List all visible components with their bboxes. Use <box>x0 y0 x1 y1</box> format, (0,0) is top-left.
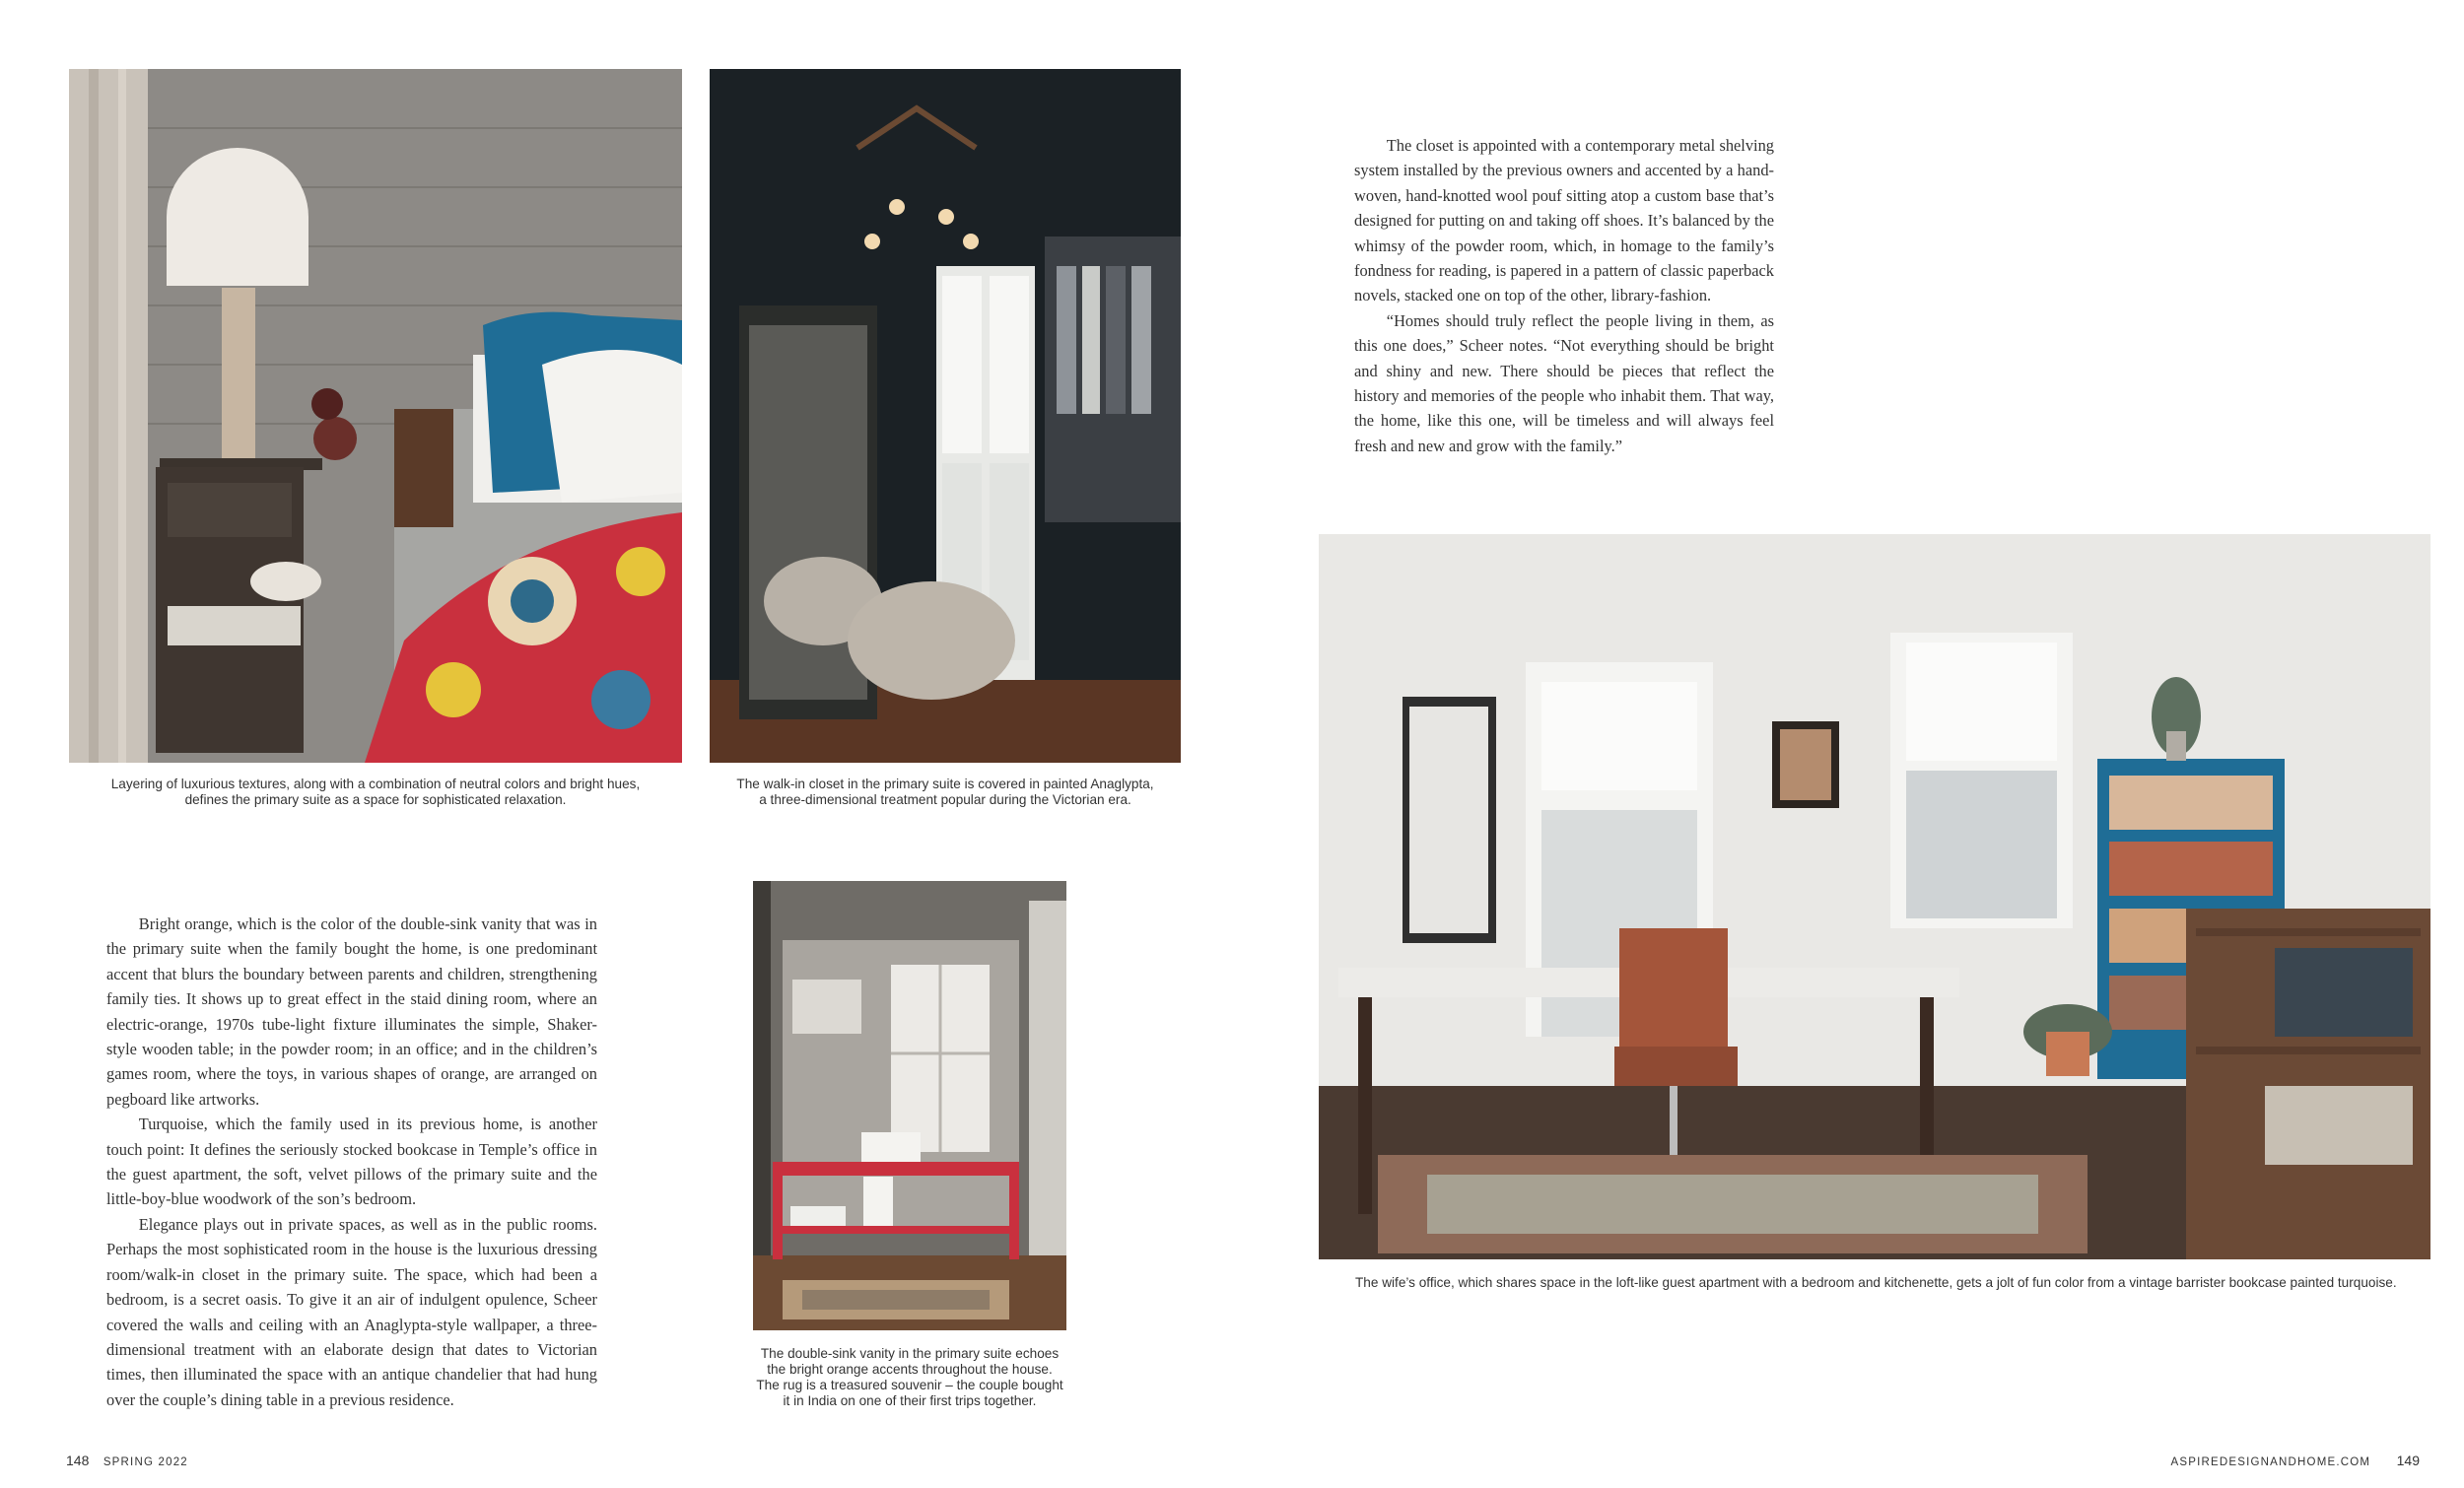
bedroom-caption <box>69 777 682 808</box>
left-body-text <box>106 912 597 1412</box>
caption-line: The rug is a treasured souvenir – the couple bought <box>756 1378 1063 1392</box>
closet-caption <box>710 777 1181 808</box>
caption-line: the bright orange accents throughout the house. <box>767 1362 1053 1377</box>
caption-line: Layering of luxurious textures, along with a combination of neutral colors and bright hues, <box>110 777 641 791</box>
website-label: ASPIREDESIGNANDHOME.COM <box>2170 1456 2371 1468</box>
page-number: 148 <box>66 1453 90 1468</box>
body-paragraph: “Homes should truly reflect the people living in them, as this one does,” Scheer notes. “Not everything should be bright and shiny and new. There should be pieces that reflect the history and memories of the people who inhabit them. That way, the home, like this one, will be timeless and will always feel fresh and new and grow with the family.” <box>1354 310 1774 455</box>
page-number: 149 <box>2396 1453 2420 1468</box>
caption-line: a three-dimensional treatment popular during the Victorian era. <box>759 792 1131 807</box>
body-paragraph: The closet is appointed with a contemporary metal shelving system installed by the previous owners and accented by a hand-woven, hand-knotted wool pouf sitting atop a custom base that’s designed for putting on and taking off shoes. It’s balanced by the whimsy of the powder room, which, in homage to the family’s fondness for reading, is papered in a pattern of classic paperback novels, stacked one on top of the other, library-fashion. <box>1354 136 1774 305</box>
office-caption: The wife’s office, which shares space in the loft-like guest apartment with a bedroom and kitchenette, gets a jolt of fun color from a vintage barrister bookcase painted turquoise. <box>1355 1275 2397 1290</box>
left-folio <box>66 1453 188 1470</box>
caption-line: defines the primary suite as a space for sophisticated relaxation. <box>184 792 567 807</box>
body-paragraph: Elegance plays out in private spaces, as well as in the public rooms. Perhaps the most sophisticated room in the house is the luxurious dressing room/walk-in closet in the primary suite. The space, which had been a bedroom, is a secret oasis. To give it an air of indulgent opulence, Scheer covered the walls and ceiling with an Anaglypta-style wallpaper, a three-dimensional treatment with an elaborate design that dates to Victorian times, then illuminated the space with an antique chandelier that had hung over the couple’s dining table in a previous residence. <box>106 1214 597 1409</box>
office-photo <box>1319 534 2430 1259</box>
body-paragraph: Bright orange, which is the color of the double-sink vanity that was in the primary suite when the family bought the home, is one predominant accent that blurs the boundary between parents and children, strengthening family ties. It shows up to great effect in the staid dining room, where an electric-orange, 1970s tube-light fixture illuminates the simple, Shaker-style wooden table; in the powder room; in an office; and in the children’s games room, where the toys, in various shapes of orange, are arranged on pegboard like artworks. <box>106 914 597 1109</box>
vanity-photo <box>753 881 1066 1330</box>
bedroom-photo <box>69 69 682 763</box>
caption-line: The double-sink vanity in the primary suite echoes <box>760 1346 1060 1361</box>
issue-label: SPRING 2022 <box>103 1456 188 1468</box>
body-paragraph: Turquoise, which the family used in its previous home, is another touch point: It defines the seriously stocked bookcase in Temple’s office in the guest apartment, the soft, velvet pillows of the primary suite and the little-boy-blue woodwork of the son’s bedroom. <box>106 1115 597 1209</box>
caption-line: it in India on one of their first trips together. <box>783 1393 1037 1408</box>
walk-in-closet-photo <box>710 69 1181 763</box>
right-body-text <box>1354 133 1774 458</box>
caption-line: The walk-in closet in the primary suite is covered in painted Anaglypta, <box>736 777 1154 791</box>
vanity-caption <box>741 1346 1078 1409</box>
right-folio <box>2171 1453 2421 1470</box>
